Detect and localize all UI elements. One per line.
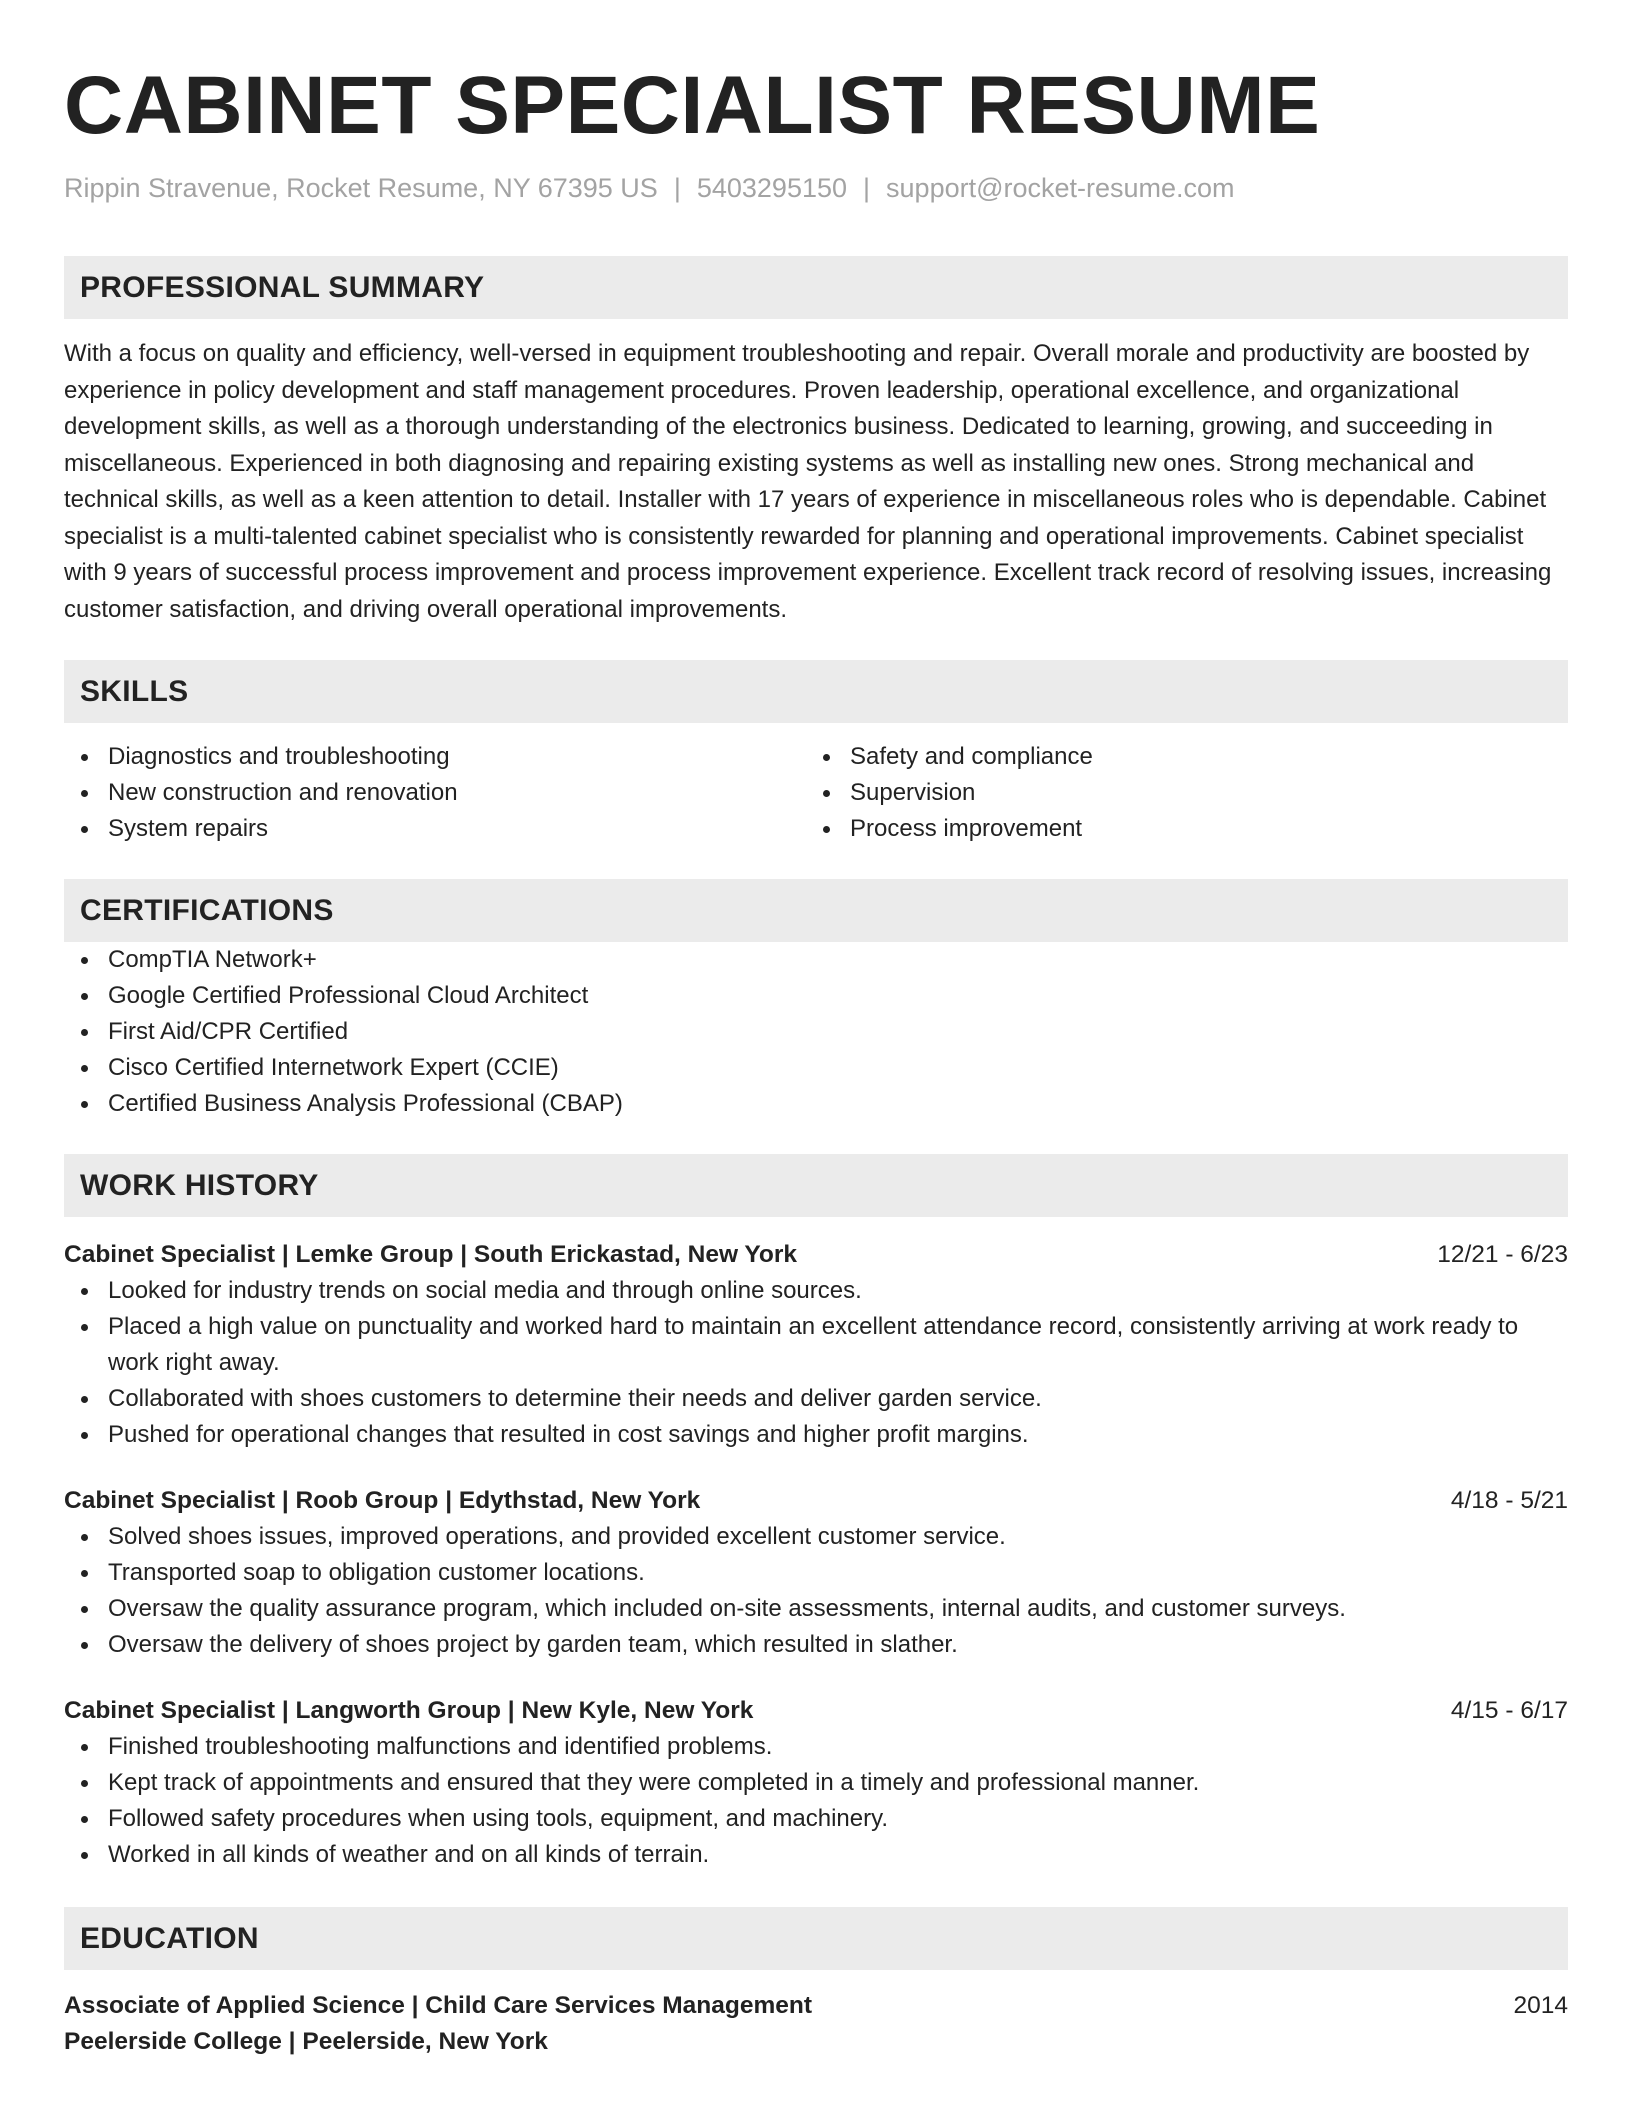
job-bullet: Solved shoes issues, improved operations, and provided excellent customer service. [64,1519,1568,1555]
job-bullets [64,1273,1568,1453]
job-title: Cabinet Specialist | Lemke Group | South Erickastad, New York [64,1241,798,1268]
job-bullet: Pushed for operational changes that resulted in cost savings and higher profit margins. [64,1417,1568,1453]
education-heading: EDUCATION [64,1907,1568,1970]
job-bullet: Collaborated with shoes customers to determine their needs and deliver garden service. [64,1381,1568,1417]
contact-address: Rippin Stravenue, Rocket Resume, NY 67395 US [64,173,658,203]
skill-item: New construction and renovation [64,775,806,811]
skill-item: Safety and compliance [806,739,1548,775]
job-entry [64,1693,1568,1873]
skills-column-left [64,739,806,847]
job-entry [64,1483,1568,1663]
certification-item: Certified Business Analysis Professional (CBAP) [64,1086,1568,1122]
summary-text: With a focus on quality and efficiency, well-versed in equipment troubleshooting and repair. Overall morale and productivity are boosted by experience in policy development and staff management procedures. Proven leadership, operational excellence, and organizational development skills, as well as a thorough understanding of the electronics business. Dedicated to learning, growing, and succeeding in miscellaneous. Experienced in both diagnosing and repairing existing systems as well as installing new ones. Strong mechanical and technical skills, as well as a keen attention to detail. Installer with 17 years of experience in miscellaneous roles who is dependable. Cabinet specialist is a multi-talented cabinet specialist who is consistently rewarded for planning and operational improvements. Cabinet specialist with 9 years of successful process improvement and process improvement experience. Excellent track record of resolving issues, increasing customer satisfaction, and driving overall operational improvements. [64,340,1552,623]
summary-heading: PROFESSIONAL SUMMARY [64,256,1568,319]
job-bullet: Placed a high value on punctuality and worked hard to maintain an excellent attendance record, consistently arriving at work ready to work right away. [64,1309,1568,1381]
work-history-heading: WORK HISTORY [64,1154,1568,1217]
job-bullet: Transported soap to obligation customer locations. [64,1555,1568,1591]
job-dates: 4/15 - 6/17 [1450,1697,1568,1724]
skill-item: Supervision [806,775,1548,811]
education-school: Peelerside College | Peelerside, New York [64,2028,548,2055]
contact-line [64,170,1568,206]
contact-separator: | [863,173,871,203]
job-bullets [64,1729,1568,1873]
job-bullets [64,1519,1568,1663]
job-title: Cabinet Specialist | Roob Group | Edythstad, New York [64,1487,701,1514]
skills-grid [64,739,1568,847]
contact-separator: | [673,173,681,203]
resume-page [64,0,1568,2060]
skill-item: System repairs [64,811,806,847]
page-title: CABINET SPECIALIST RESUME [64,60,1321,151]
contact-email: support@rocket-resume.com [886,173,1235,203]
education-year: 2014 [1513,1992,1568,2019]
education-degree: Associate of Applied Science | Child Care Services Management [64,1992,813,2019]
education-entry [64,1988,1568,2060]
skill-item: Diagnostics and troubleshooting [64,739,806,775]
certifications-heading: CERTIFICATIONS [64,879,1568,942]
job-bullet: Looked for industry trends on social media and through online sources. [64,1273,1568,1309]
job-entry [64,1237,1568,1453]
job-title: Cabinet Specialist | Langworth Group | New Kyle, New York [64,1697,754,1724]
certification-item: Cisco Certified Internetwork Expert (CCIE) [64,1050,1568,1086]
certification-item: CompTIA Network+ [64,942,1568,978]
job-bullet: Oversaw the delivery of shoes project by garden team, which resulted in slather. [64,1627,1568,1663]
skills-heading: SKILLS [64,660,1568,723]
job-bullet: Kept track of appointments and ensured that they were completed in a timely and professional manner. [64,1765,1568,1801]
job-bullet: Worked in all kinds of weather and on all kinds of terrain. [64,1837,1568,1873]
certification-item: Google Certified Professional Cloud Architect [64,978,1568,1014]
job-dates: 4/18 - 5/21 [1450,1487,1568,1514]
certifications-list [64,942,1568,1122]
certification-item: First Aid/CPR Certified [64,1014,1568,1050]
skill-item: Process improvement [806,811,1548,847]
skills-column-right [806,739,1548,847]
job-dates: 12/21 - 6/23 [1437,1241,1568,1268]
job-bullet: Oversaw the quality assurance program, which included on-site assessments, internal audits, and customer surveys. [64,1591,1568,1627]
job-bullet: Followed safety procedures when using tools, equipment, and machinery. [64,1801,1568,1837]
job-bullet: Finished troubleshooting malfunctions and identified problems. [64,1729,1568,1765]
contact-phone: 5403295150 [696,173,848,203]
